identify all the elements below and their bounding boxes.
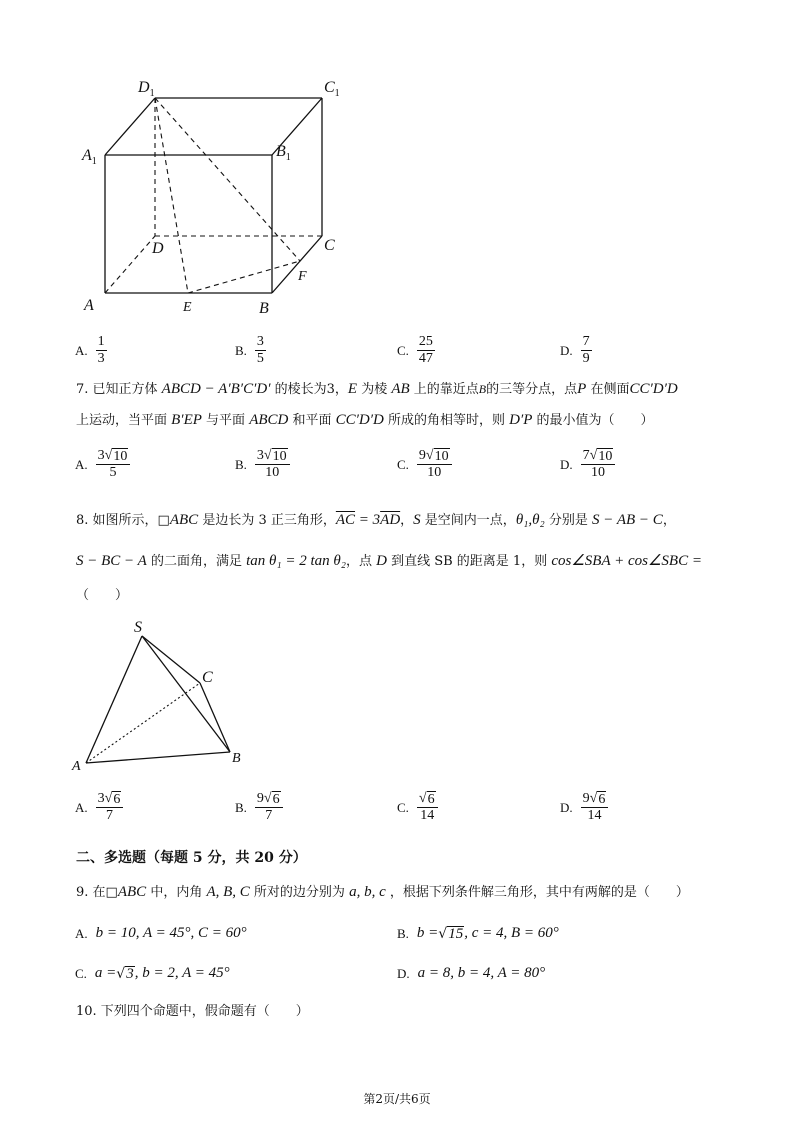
label-D1: $D_1$ <box>138 79 155 99</box>
edge-S-B <box>142 636 230 752</box>
q10-stem: 10. 下列四个命题中，假命题有（ ） <box>76 1004 309 1019</box>
q8-option-c: C. √ 6 14 <box>397 791 438 824</box>
q8-line1: 8. 如图所示，□ABC 是边长为 3 正三角形，$\overline{AC} = 3\overline{AD}$，S 是空间内一点，θ₁,θ₂ 分别是 S − AB − C， <box>76 512 676 528</box>
q7-option-a: A. 3 √ 10 5 <box>75 448 130 481</box>
q8-line2: S − BC − A 的二面角，满足 tan θ₁ = 2 tan θ₂，点 D 到直线 SB 的距离是 1，则 cos∠SBA + cos∠SBC = <box>76 553 702 569</box>
q8-option-b: B. 9 √ 6 7 <box>235 791 283 824</box>
edge-A-B <box>86 752 230 763</box>
segment-E-F <box>188 261 300 293</box>
q6-option-c: C. $\frac{25}{47}$ <box>397 334 433 366</box>
edge-S-A <box>86 636 142 763</box>
edge-A1-D1 <box>105 98 155 155</box>
label-B: B <box>232 751 241 766</box>
edge-A-D <box>105 236 155 293</box>
q6-option-a: A. $\frac{1}{3}$ <box>75 334 105 366</box>
label-A: A <box>84 297 94 314</box>
q7-option-c: C. 9 √ 10 10 <box>397 448 452 481</box>
label-B1: $B_1$ <box>276 143 291 163</box>
q6-option-b: B. $\frac{3}{5}$ <box>235 334 264 366</box>
label-E: E <box>183 300 192 315</box>
tetrahedron-figure <box>70 612 260 777</box>
q9-stem: 9. 在□ABC 中，内角 A, B, C 所对的边分别为 a, b, c ，根据下列条件解三角形，其中有两解的是（ ） <box>76 884 689 900</box>
q9-option-b: B. b = √ 15 , c = 4, B = 60° <box>397 925 559 942</box>
q7-option-d: D. 7 √ 10 10 <box>560 448 615 481</box>
edge-B-C <box>272 236 322 293</box>
label-S: S <box>134 619 142 636</box>
label-C: C <box>324 237 335 254</box>
segment-D1-E <box>155 98 188 293</box>
q8-option-d: D. 9 √ 6 14 <box>560 791 608 824</box>
q8-option-a: A. 3 √ 6 7 <box>75 791 123 824</box>
cube-figure <box>70 70 360 320</box>
label-A: A <box>72 759 81 774</box>
label-F: F <box>298 269 307 284</box>
q9-option-c: C. a = √ 3 , b = 2, A = 45° <box>75 965 230 982</box>
q6-option-d: D. $\frac{7}{9}$ <box>560 334 590 366</box>
label-C: C <box>202 669 213 686</box>
q9-option-d: D. a = 8, b = 4, A = 80° <box>397 965 546 981</box>
q9-option-a: A. b = 10, A = 45°, C = 60° <box>75 925 247 941</box>
label-A1: $A_1$ <box>82 147 97 167</box>
q7-line1: 7. 已知正方体 ABCD − A′B′C′D′ 的棱长为3，E 为棱 AB 上的靠近点B的三等分点，点P 在侧面CC′D′D <box>76 381 678 397</box>
q7-option-b: B. 3 √ 10 10 <box>235 448 290 481</box>
q8-line3: （ ） <box>76 588 129 603</box>
q7-line2: 上运动，当平面 B′EP 与平面 ABCD 和平面 CC′D′D 所成的角相等时，则 D′P 的最小值为（ ） <box>76 412 654 428</box>
label-C1: $C_1$ <box>324 79 340 99</box>
edge-S-C <box>142 636 200 683</box>
section-heading: 二、多选题（每题 5 分，共 20 分） <box>76 850 307 866</box>
label-B: B <box>259 300 269 317</box>
label-D: D <box>152 240 164 257</box>
page-number: 第2页/共6页 <box>363 1092 431 1106</box>
